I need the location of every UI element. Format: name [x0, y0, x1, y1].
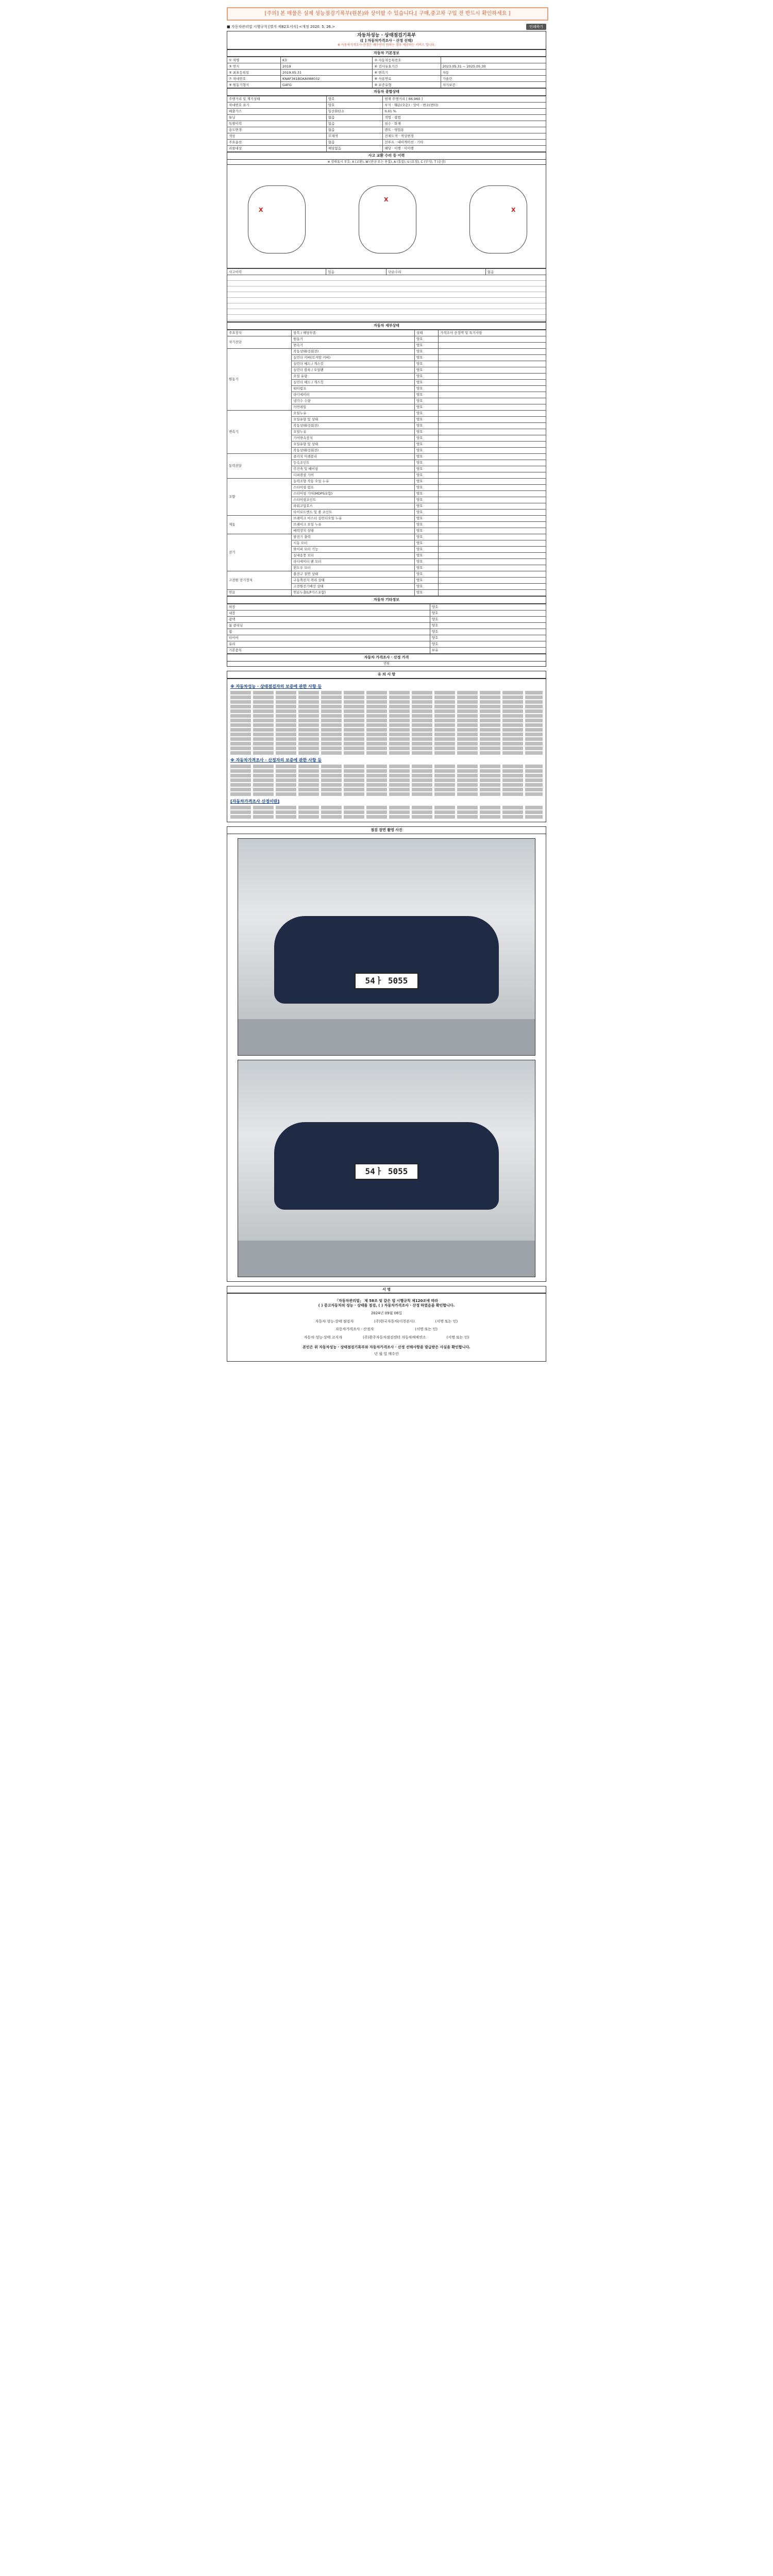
detail-status: 양호 [414, 491, 438, 497]
detail-header: 상태 [414, 330, 438, 336]
basic-cell: 가솔린 [441, 76, 546, 82]
notice-block [227, 679, 546, 822]
detail-item: 와이퍼 모터 기능 [292, 547, 415, 553]
detail-item: 브레이크 오일 누유 [292, 522, 415, 528]
accident-section-title: 사고 교환 수리 등 이력 [227, 152, 546, 160]
detail-item: 오일누유 [292, 429, 415, 435]
basic-cell: ④ 검사유효기간 [373, 63, 441, 70]
detail-note [438, 386, 546, 392]
warning-banner: [주의] 본 매물은 실제 성능점검기록부(원본)와 상이할 수 있습니다.[ 구매,중고차 구입 전 반드시 확인하세요 ] [227, 7, 548, 21]
detail-item: 작동상태(공회전) [292, 423, 415, 429]
detail-item: 워터펌프 [292, 386, 415, 392]
status-value: 해당없음 [326, 146, 382, 152]
detail-note [438, 343, 546, 349]
status-item: 차대번호 표기 [227, 103, 327, 109]
detail-item: 실린더 커버(로커암 커버) [292, 355, 415, 361]
appearance-item: 타이어 [227, 635, 430, 641]
detail-note [438, 516, 546, 522]
status-detail: 현재 주행거리 [ 66,960 ] [383, 96, 546, 103]
print-button[interactable]: 인쇄하기 [526, 24, 546, 30]
detail-status: 양호 [414, 429, 438, 435]
status-value: 무채색 [326, 133, 382, 140]
detail-item: 고전원전기배선 상태 [292, 584, 415, 590]
basic-cell [441, 57, 546, 63]
appearance-value: 보유 [430, 647, 546, 653]
detail-item: 연료누출(LP가스포함) [292, 590, 415, 596]
basic-cell: ③ 연식 [227, 63, 281, 70]
appearance-item: 유리 [227, 641, 430, 647]
basic-cell: ⑧ 사용연료 [373, 76, 441, 82]
detail-item: 실린더 헤드 / 개스킷 [292, 380, 415, 386]
detail-status: 양호 [414, 540, 438, 547]
basic-cell: 2019.05.31 [280, 70, 373, 76]
detail-note [438, 380, 546, 386]
appearance-item: 내장 [227, 610, 430, 616]
license-plate: 54ㅏ 5055 [355, 1163, 418, 1180]
status-table [227, 96, 546, 152]
damage-mark: X [384, 196, 389, 204]
detail-note [438, 355, 546, 361]
detail-status: 양호 [414, 392, 438, 398]
detail-note [438, 442, 546, 448]
detail-note [438, 578, 546, 584]
price-unit: 만원 [227, 662, 546, 667]
detail-note [438, 398, 546, 404]
detail-note [438, 460, 546, 466]
detail-note [438, 510, 546, 516]
detail-item: 구동축전지 격리 상태 [292, 578, 415, 584]
detail-status: 양호 [414, 435, 438, 442]
sign-heading: 서 명 [227, 1286, 546, 1294]
detail-status: 양호 [414, 336, 438, 343]
status-item: 주행거리 및 계기상태 [227, 96, 327, 103]
detail-status: 양호 [414, 361, 438, 367]
detail-status: 양호 [414, 485, 438, 491]
detail-status: 양호 [414, 503, 438, 510]
accident-value: 있음 [326, 269, 386, 275]
basic-cell: 2019 [280, 63, 373, 70]
detail-group: 제동 [227, 516, 292, 534]
status-detail: 렌트 · 영업용 [383, 127, 546, 133]
detail-status: 양호 [414, 367, 438, 374]
detail-note [438, 479, 546, 485]
appearance-value: 양호 [430, 641, 546, 647]
detail-group: 원동기 [227, 349, 292, 411]
car-outline-left [248, 185, 306, 253]
detail-note [438, 454, 546, 460]
detail-status: 양호 [414, 516, 438, 522]
inspection-photo-rear [238, 1060, 535, 1277]
detail-status: 양호 [414, 565, 438, 571]
status-item: 주요옵션 [227, 140, 327, 146]
detail-note [438, 404, 546, 411]
sign-statement1: 「자동차관리법」 제 58조 및 같은 법 시행규칙 제120조에 따라 [335, 1299, 438, 1303]
detail-status: 양호 [414, 466, 438, 472]
detail-item: 오일유량 및 상태 [292, 417, 415, 423]
detail-status: 양호 [414, 510, 438, 516]
title-sub: ([ ] 자동차가격조사 · 산정 선택) [360, 39, 413, 43]
detail-note [438, 547, 546, 553]
basic-cell: KNAF361BGKA088032 [280, 76, 373, 82]
detail-item: 오일유량 및 상태 [292, 442, 415, 448]
detail-note [438, 472, 546, 479]
detail-header: 가격조사 산정액 및 특기사항 [438, 330, 546, 336]
notice-h2: ※ 자동차가격조사 · 산정자의 보증에 관한 사항 등 [230, 757, 322, 762]
detail-group: 자기진단 [227, 336, 292, 349]
appearance-value: 양호 [430, 635, 546, 641]
status-value: 양호 [326, 96, 382, 103]
detail-status: 양호 [414, 547, 438, 553]
record-title [227, 31, 546, 49]
basic-cell: G4FG [280, 82, 373, 88]
detail-status: 양호 [414, 479, 438, 485]
photos-block [227, 834, 546, 1282]
notice-heading: 유 의 사 항 [227, 671, 546, 679]
status-value: 없음 [326, 127, 382, 133]
basic-cell: ⑩ 보증유형 [373, 82, 441, 88]
detail-note [438, 423, 546, 429]
basic-cell: 2023.05.31 ~ 2025.05.30 [441, 63, 546, 70]
assessor-label: 자동차 성능·상태 고지자 [304, 1335, 342, 1340]
detail-group: 고전원 전기장치 [227, 571, 292, 590]
checker-label: 자동차 성능·상태 점검자 [315, 1319, 354, 1324]
status-detail: 선루프 · 내비게이션 · 기타 [383, 140, 546, 146]
detail-note [438, 367, 546, 374]
basic-cell: ⑤ 최초등록일 [227, 70, 281, 76]
simple-repair-value: 없음 [485, 269, 546, 275]
detail-item: 디퍼렌셜 기어 [292, 472, 415, 479]
detail-status: 양호 [414, 578, 438, 584]
detail-note [438, 417, 546, 423]
detail-group: 조향 [227, 479, 292, 516]
detail-note [438, 361, 546, 367]
detail-item: 타이로드엔드 및 볼 조인트 [292, 510, 415, 516]
detail-status: 양호 [414, 417, 438, 423]
detail-status: 양호 [414, 460, 438, 466]
detail-note [438, 435, 546, 442]
detail-note [438, 590, 546, 596]
appearance-value: 양호 [430, 604, 546, 610]
status-value: 없음 [326, 140, 382, 146]
law-line [227, 23, 546, 31]
detail-item: 윈도우 모터 [292, 565, 415, 571]
detail-item: 실린더 블록 / 오일팬 [292, 367, 415, 374]
status-value: 없음 [326, 121, 382, 127]
title-main: 자동차성능 · 상태점검기록부 [357, 33, 416, 38]
detail-item: 파워고압호스 [292, 503, 415, 510]
status-item: 리콜대상 [227, 146, 327, 152]
detail-note [438, 374, 546, 380]
detail-item: 동력조향 작동 오일 누유 [292, 479, 415, 485]
detail-item: 작동상태(공회전) [292, 448, 415, 454]
appearance-value: 양호 [430, 629, 546, 635]
basic-cell: ① 차명 [227, 57, 281, 63]
price-section-title: 자동차 가격조사 · 산정 가격 [227, 654, 546, 662]
detail-header: 항목 / 해당부품 [292, 330, 415, 336]
appearance-item: 룸 클리닝 [227, 622, 430, 629]
detail-item: 스티어링 펌프 [292, 485, 415, 491]
detail-item: 브레이크 마스터 실린더오일 누유 [292, 516, 415, 522]
damage-mark: X [511, 207, 516, 214]
basic-cell: 자가보증 [441, 82, 546, 88]
simple-repair-label: 단순수리 [386, 269, 485, 275]
detail-item: 충전구 절연 상태 [292, 571, 415, 578]
detail-item: 오일 유량 [292, 374, 415, 380]
law-reference: ■ 자동차관리법 시행규칙 [별지 제82호서식] <개정 2020. 5. 26.> [227, 24, 335, 29]
appearance-item: 외장 [227, 604, 430, 610]
damage-mark: X [259, 207, 263, 214]
detail-note [438, 565, 546, 571]
detail-note [438, 466, 546, 472]
detail-status: 양호 [414, 584, 438, 590]
detail-group: 전기 [227, 534, 292, 571]
status-detail: 전체도색 · 색상변경 [383, 133, 546, 140]
appearance-item: 기본품목 [227, 647, 430, 653]
status-item: 특별이력 [227, 121, 327, 127]
detail-note [438, 522, 546, 528]
detail-status: 양호 [414, 411, 438, 417]
assessor-value: (주)광주자동차점검센터 자동차매매연소 [362, 1335, 426, 1340]
detail-status: 양호 [414, 355, 438, 361]
detail-note [438, 411, 546, 417]
detail-status: 양호 [414, 380, 438, 386]
notifier-label: 자동차가격조사 · 산정자 [335, 1327, 374, 1332]
detail-note [438, 528, 546, 534]
detail-note [438, 553, 546, 559]
appearance-value: 양호 [430, 622, 546, 629]
detail-status: 양호 [414, 553, 438, 559]
detail-item: 추진축 및 베어링 [292, 466, 415, 472]
appearance-item: 휠 [227, 629, 430, 635]
detail-item: 실린더 헤드 / 개스킷 [292, 361, 415, 367]
detail-item: 시동 모터 [292, 540, 415, 547]
appearance-value: 양호 [430, 610, 546, 616]
detail-item: 변속기 [292, 343, 415, 349]
detail-note [438, 336, 546, 343]
sign-date: 2024년 09월 06일 [371, 1311, 402, 1315]
detail-status: 양호 [414, 559, 438, 565]
inspection-photo-front [238, 838, 535, 1056]
basic-cell: K3 [280, 57, 373, 63]
detail-item: 작동상태(공회전) [292, 349, 415, 355]
basic-cell: ⑨ 원동기형식 [227, 82, 281, 88]
sign-mark: (서명 또는 인) [415, 1327, 438, 1332]
repair-parts-grid [227, 275, 546, 322]
detail-note [438, 491, 546, 497]
sign-footer: 본인은 위 자동차성능 · 상태점검기록부와 자동차가격조사 · 산정 선택사항을 발급받은 사실을 확인합니다. [303, 1345, 470, 1349]
detail-note [438, 540, 546, 547]
detail-group: 동력전달 [227, 454, 292, 479]
detail-item: 배력장치 상태 [292, 528, 415, 534]
detail-item: 원동기 [292, 336, 415, 343]
accident-summary [227, 268, 546, 275]
detail-status: 양호 [414, 343, 438, 349]
detail-item: 오일누유 [292, 411, 415, 417]
notice-h1: ※ 자동차성능 · 상태점검자의 보증에 관한 사항 등 [230, 684, 322, 689]
accident-legend: ※ 상태표시 부호: X (교환), W (판금 또는 용접), A (흠집), U (요철), C (부식), T (손상) [227, 160, 546, 165]
accident-label: 사고이력 [227, 269, 326, 275]
detail-note [438, 448, 546, 454]
basic-cell: ⑦ 차대번호 [227, 76, 281, 82]
sign-statement2: ( ) 중고자동차의 성능 · 상태를 점검, ( ) 자동차가격조사 · 산정 하였음을 확인합니다. [318, 1303, 455, 1308]
detail-status: 양호 [414, 442, 438, 448]
detail-table [227, 330, 546, 596]
detail-status: 양호 [414, 590, 438, 596]
detail-item: 클러치 어셈블리 [292, 454, 415, 460]
basic-cell: 자동 [441, 70, 546, 76]
detail-note [438, 392, 546, 398]
detail-status: 양호 [414, 571, 438, 578]
detail-status: 양호 [414, 423, 438, 429]
detail-status: 양호 [414, 472, 438, 479]
status-item: 용도변경 [227, 127, 327, 133]
detail-item: 스티어링조인트 [292, 497, 415, 503]
basic-cell: ② 자동차등록번호 [373, 57, 441, 63]
inspection-record [227, 23, 546, 1362]
checker-value: (주)한국자동차(이천본사) [374, 1319, 415, 1324]
car-damage-diagram [227, 164, 546, 268]
detail-group: 연료 [227, 590, 292, 596]
detail-note [438, 485, 546, 491]
detail-note [438, 559, 546, 565]
status-detail: 0.01 % [383, 109, 546, 115]
detail-item: 커먼레일 [292, 404, 415, 411]
status-detail: 해당 · 이행 · 미이행 [383, 146, 546, 152]
detail-status: 양호 [414, 534, 438, 540]
basic-cell: ⑥ 변속기 [373, 70, 441, 76]
detail-item: 기어변속장치 [292, 435, 415, 442]
detail-note [438, 349, 546, 355]
sign-mark: (서명 또는 인) [446, 1335, 469, 1340]
status-detail: 부식 · 훼손(오손) · 상이 · 변조(변타) [383, 103, 546, 109]
status-detail: 침수 · 화재 [383, 121, 546, 127]
appearance-table [227, 604, 546, 654]
detail-note [438, 497, 546, 503]
detail-status: 양호 [414, 522, 438, 528]
detail-item: 스티어링 기어(MDPS포함) [292, 491, 415, 497]
sign-mark: (서명 또는 인) [435, 1319, 458, 1324]
title-note: ※ 자동차가격조사·산정은 매수인이 원하는 경우 제공하는 서비스 입니다. [337, 43, 436, 47]
detail-status: 양호 [414, 374, 438, 380]
detail-item: 라디에이터 [292, 392, 415, 398]
appearance-section-title: 자동차 기타정보 [227, 596, 546, 604]
license-plate: 54ㅏ 5055 [355, 973, 418, 989]
detail-item: 등속조인트 [292, 460, 415, 466]
detail-note [438, 571, 546, 578]
detail-status: 양호 [414, 349, 438, 355]
detail-status: 양호 [414, 398, 438, 404]
status-section-title: 자동차 종합상태 [227, 88, 546, 96]
signature-block [227, 1293, 546, 1362]
detail-item: 라디에이터 팬 모터 [292, 559, 415, 565]
car-outline-right [469, 185, 527, 253]
detail-status: 양호 [414, 454, 438, 460]
detail-note [438, 584, 546, 590]
status-item: 색상 [227, 133, 327, 140]
status-value: 일산화탄소 [326, 109, 382, 115]
detail-section-title: 자동차 세부상태 [227, 322, 546, 330]
car-outline-top [359, 185, 416, 253]
detail-status: 양호 [414, 404, 438, 411]
detail-status: 양호 [414, 497, 438, 503]
status-value: 양호 [326, 103, 382, 109]
basic-section-title: 자동차 기본정보 [227, 49, 546, 57]
detail-status: 양호 [414, 448, 438, 454]
detail-note [438, 534, 546, 540]
detail-note [438, 429, 546, 435]
detail-status: 양호 [414, 386, 438, 392]
appearance-value: 양호 [430, 616, 546, 622]
sign-footer2: 년 월 일 매수인 [374, 1351, 399, 1356]
detail-item: 냉각수 수량 [292, 398, 415, 404]
status-detail: 적법 · 불법 [383, 115, 546, 121]
status-value: 없음 [326, 115, 382, 121]
status-item: 배출가스 [227, 109, 327, 115]
photos-heading: 점검 장면 촬영 사진 [227, 826, 546, 834]
detail-group: 변속기 [227, 411, 292, 454]
notice-h3: [자동차가격조사 산정이란] [230, 799, 280, 804]
detail-item: 발전기 출력 [292, 534, 415, 540]
basic-info-table [227, 57, 546, 88]
appearance-item: 광택 [227, 616, 430, 622]
detail-item: 실내송풍 모터 [292, 553, 415, 559]
detail-status: 양호 [414, 528, 438, 534]
detail-note [438, 503, 546, 510]
status-item: 튜닝 [227, 115, 327, 121]
detail-header: 주요장치 [227, 330, 292, 336]
